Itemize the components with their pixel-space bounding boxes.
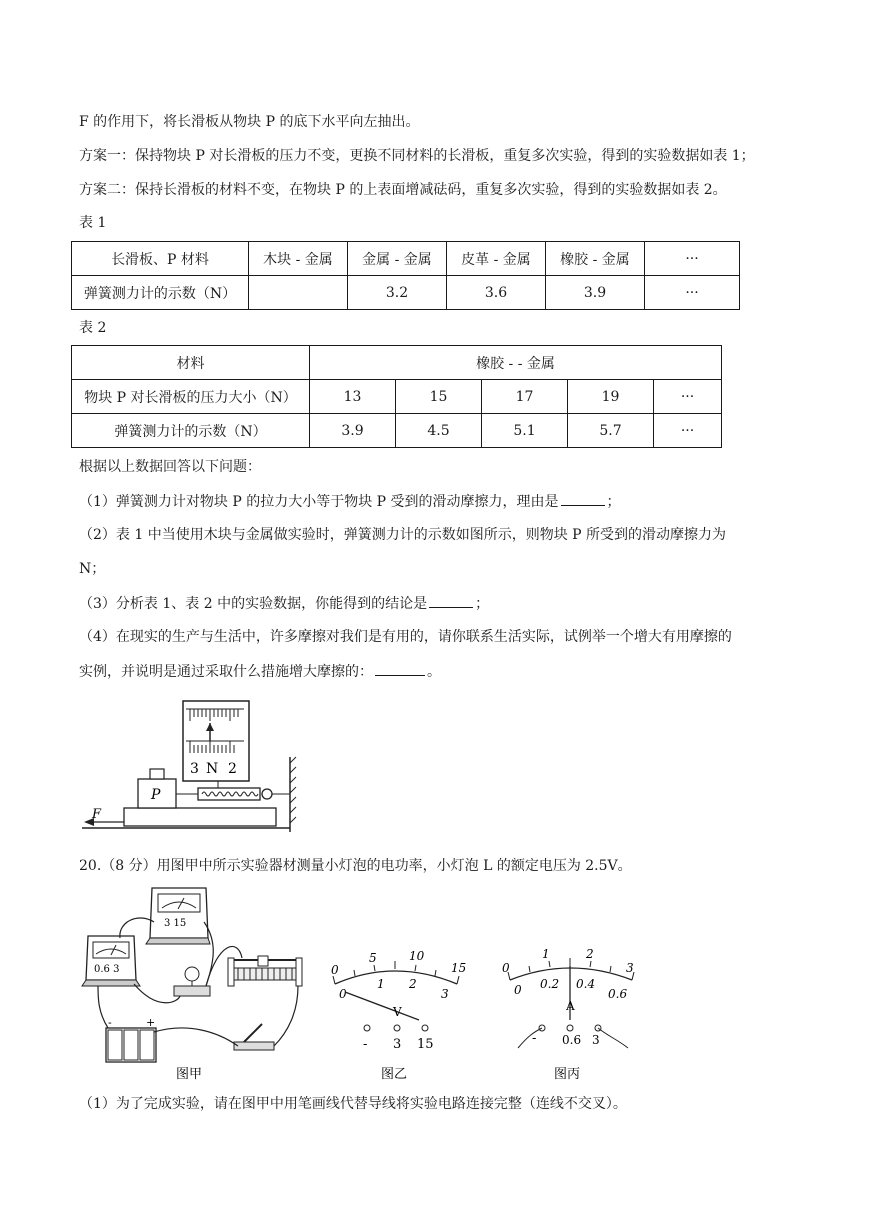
question-2-line-2: N； (79, 561, 106, 577)
force-label: F (92, 807, 102, 822)
question-4-line-2 (79, 661, 441, 682)
voltmeter-dial-yi (325, 944, 475, 1084)
scale-right: 2 (228, 761, 237, 777)
battery-icon (106, 1016, 156, 1062)
table-cell: ··· (645, 242, 740, 276)
table-row (72, 276, 740, 310)
dial-tick-label: 10 (409, 949, 425, 963)
terminal-label: 15 (417, 1037, 434, 1052)
question-3-end: ； (475, 596, 490, 612)
table-row (72, 414, 722, 448)
answer-blank[interactable] (561, 491, 605, 506)
dial-tick-label: 3 (626, 961, 634, 975)
question-2-line-1: （2）表 1 中当使用木块与金属做实验时，弹簧测力计的示数如图所示，则物块 P 所受到的滑动摩擦力为 (79, 527, 727, 543)
table-cell: 3.9 (310, 414, 396, 448)
plan-two: 方案二：保持长滑板的材料不变，在物块 P 的上表面增减砝码，重复多次实验，得到的实验数据如表 2。 (79, 182, 727, 198)
table-cell: ··· (645, 276, 740, 310)
table-cell (249, 276, 348, 310)
table-cell: 长滑板、P 材料 (72, 242, 249, 276)
dial-tick-label: 0 (339, 987, 347, 1001)
bing-caption: 图丙 (554, 1067, 581, 1082)
table-cell: 橡胶 - - 金属 (310, 346, 722, 380)
terminal-label: 3 (393, 1037, 402, 1052)
table-cell: 木块 - 金属 (249, 242, 348, 276)
table-cell: 17 (482, 380, 568, 414)
table-cell: 3.9 (546, 276, 645, 310)
table-row (72, 380, 722, 414)
question-1-end: ； (606, 494, 621, 510)
dial-tick-label: 1 (377, 977, 385, 991)
table-cell: 皮革 - 金属 (447, 242, 546, 276)
question-4-text: 实例，并说明是通过采取什么措施增大摩擦的： (79, 664, 373, 680)
table-cell: 金属 - 金属 (348, 242, 447, 276)
dial-tick-label: 15 (451, 961, 467, 975)
table-cell: 5.1 (482, 414, 568, 448)
dial-tick-label: 5 (369, 951, 377, 965)
voltmeter-device-icon (146, 888, 210, 944)
answer-blank[interactable] (375, 661, 425, 676)
terminal-label: - (363, 1037, 368, 1052)
terminal-label: - (532, 1031, 537, 1046)
table-cell: 3.2 (348, 276, 447, 310)
table-cell: 13 (310, 380, 396, 414)
needle (345, 992, 419, 1020)
table-2 (71, 345, 722, 448)
terminal-label: 3 (592, 1033, 600, 1047)
circuit-figure-jia (78, 882, 308, 1082)
question-1 (79, 491, 621, 512)
table2-title: 表 2 (79, 320, 107, 336)
table-row (72, 346, 722, 380)
table-cell: 材料 (72, 346, 310, 380)
scale-unit: N (206, 761, 219, 777)
dial-tick-label: 0.6 (608, 987, 628, 1001)
svg-text:-: - (108, 1016, 112, 1029)
table-cell: 物块 P 对长滑板的压力大小（N） (72, 380, 310, 414)
block-label: P (151, 787, 161, 803)
dial-tick-label: 3 (441, 987, 449, 1001)
table-cell: 橡胶 - 金属 (546, 242, 645, 276)
dial-tick-label: 0 (514, 983, 522, 997)
question-20: 20.（8 分）用图甲中所示实验器材测量小灯泡的电功率，小灯泡 L 的额定电压为 2.5V。 (79, 858, 632, 874)
table-cell: 弹簧测力计的示数（N） (72, 276, 249, 310)
question-20-1: （1）为了完成实验，请在图甲中用笔画线代替导线将实验电路连接完整（连线不交叉）。 (79, 1096, 627, 1112)
text-line-1: F 的作用下，将长滑板从物块 P 的底下水平向左抽出。 (79, 114, 420, 130)
table-cell: 4.5 (396, 414, 482, 448)
table-cell: ··· (654, 380, 722, 414)
table-row (72, 242, 740, 276)
question-3-text: （3）分析表 1、表 2 中的实验数据，你能得到的结论是 (79, 596, 428, 612)
dial-unit: V (393, 1005, 402, 1019)
svg-text:+: + (146, 1016, 156, 1029)
plan-one: 方案一：保持物块 P 对长滑板的压力不变，更换不同材料的长滑板，重复多次实验，得到的实验数据如表 1； (79, 148, 755, 164)
lamp-icon (174, 967, 210, 996)
table-cell: 弹簧测力计的示数（N） (72, 414, 310, 448)
question-4-line-1: （4）在现实的生产与生活中，许多摩擦对我们是有用的，请你联系生活实际，试例举一个增大有用摩擦的 (79, 629, 732, 645)
switch-icon (234, 1024, 274, 1050)
dial-tick-label: 0.2 (540, 977, 560, 991)
table-cell: 19 (568, 380, 654, 414)
dial-tick-label: 0.4 (576, 977, 596, 991)
scale-left: 3 (190, 761, 199, 777)
dial-tick-label: 2 (586, 947, 594, 961)
dial-tick-label: 0 (331, 963, 339, 977)
meter-jia-a-label: 0.6 3 (94, 964, 120, 975)
question-4-end: 。 (427, 664, 441, 680)
ammeter-dial-bing (498, 944, 648, 1084)
table1-title: 表 1 (79, 215, 107, 231)
spring-scale-figure (78, 697, 318, 837)
rheostat-icon (228, 956, 302, 986)
table-cell: 5.7 (568, 414, 654, 448)
terminal-label: 0.6 (562, 1033, 582, 1047)
dial-tick-label: 2 (409, 977, 417, 991)
table-cell: ··· (654, 414, 722, 448)
table-1 (71, 241, 740, 310)
meter-jia-v-label: 3 15 (164, 918, 187, 929)
dial-unit: A (566, 999, 575, 1013)
dial-tick-label: 0 (502, 961, 510, 975)
question-1-text: （1）弹簧测力计对物块 P 的拉力大小等于物块 P 受到的滑动摩擦力，理由是 (79, 494, 559, 510)
ammeter-device-icon (82, 936, 140, 986)
question-3 (79, 593, 489, 614)
yi-caption: 图乙 (381, 1067, 408, 1082)
table-cell: 3.6 (447, 276, 546, 310)
questions-intro: 根据以上数据回答以下问题： (79, 459, 261, 475)
answer-blank[interactable] (429, 593, 473, 608)
dial-tick-label: 1 (542, 947, 550, 961)
table-cell: 15 (396, 380, 482, 414)
jia-caption: 图甲 (176, 1067, 203, 1082)
